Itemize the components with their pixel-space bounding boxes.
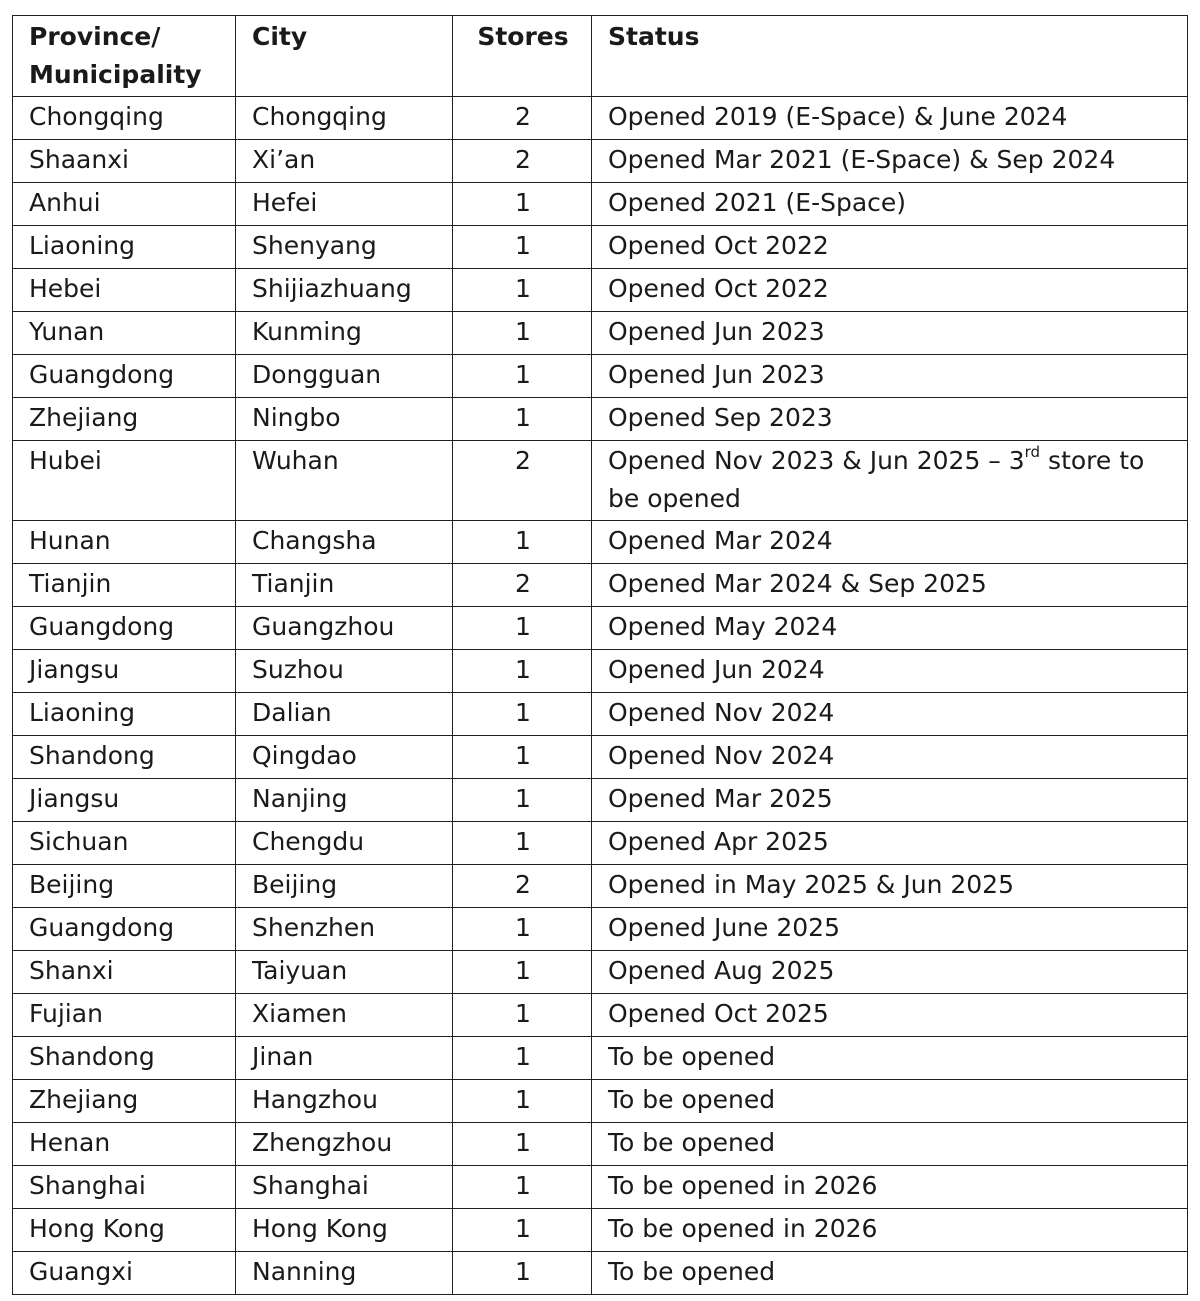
table-row [13,607,1188,650]
cell-city: Dongguan [236,355,453,398]
cell-province: Zhejiang [13,398,236,441]
cell-province: Yunan [13,312,236,355]
cell-stores: 1 [453,312,592,355]
cell-province: Beijing [13,865,236,908]
cell-province: Zhejiang [13,1080,236,1123]
table-row [13,779,1188,822]
cell-status: Opened June 2025 [592,908,1188,951]
cell-status: Opened Jun 2024 [592,650,1188,693]
header-province: Province/ Municipality [13,16,236,97]
cell-status: To be opened [592,1037,1188,1080]
cell-city: Hangzhou [236,1080,453,1123]
cell-city: Beijing [236,865,453,908]
cell-province: Fujian [13,994,236,1037]
cell-city: Jinan [236,1037,453,1080]
cell-status: Opened Oct 2025 [592,994,1188,1037]
cell-city: Hong Kong [236,1209,453,1252]
cell-status: Opened 2021 (E-Space) [592,183,1188,226]
table-row [13,355,1188,398]
status-superscript: rd [1024,442,1041,461]
cell-status: Opened Apr 2025 [592,822,1188,865]
cell-city: Zhengzhou [236,1123,453,1166]
table-row [13,650,1188,693]
table-row [13,521,1188,564]
cell-stores: 1 [453,1166,592,1209]
cell-stores: 1 [453,693,592,736]
cell-stores: 1 [453,1252,592,1295]
cell-city: Shenyang [236,226,453,269]
store-table [12,15,1188,1295]
table-row [13,908,1188,951]
cell-status: Opened Sep 2023 [592,398,1188,441]
cell-province: Jiangsu [13,779,236,822]
cell-province: Guangdong [13,607,236,650]
cell-stores: 1 [453,951,592,994]
cell-status [592,441,1188,521]
cell-stores: 1 [453,607,592,650]
cell-status: Opened Aug 2025 [592,951,1188,994]
cell-city: Guangzhou [236,607,453,650]
cell-status: To be opened in 2026 [592,1209,1188,1252]
cell-province: Guangdong [13,908,236,951]
cell-city: Nanjing [236,779,453,822]
cell-province: Hebei [13,269,236,312]
cell-city: Shanghai [236,1166,453,1209]
table-row [13,865,1188,908]
cell-city: Tianjin [236,564,453,607]
cell-province: Guangdong [13,355,236,398]
cell-stores: 1 [453,908,592,951]
cell-stores: 2 [453,441,592,521]
cell-status: Opened Oct 2022 [592,226,1188,269]
cell-city: Nanning [236,1252,453,1295]
cell-city: Shijiazhuang [236,269,453,312]
header-stores: Stores [453,16,592,97]
cell-city: Changsha [236,521,453,564]
cell-stores: 1 [453,355,592,398]
cell-status: Opened Jun 2023 [592,355,1188,398]
cell-status: Opened Mar 2021 (E-Space) & Sep 2024 [592,140,1188,183]
cell-province: Anhui [13,183,236,226]
cell-province: Shandong [13,1037,236,1080]
cell-province: Chongqing [13,97,236,140]
cell-status: Opened Oct 2022 [592,269,1188,312]
cell-province: Hubei [13,441,236,521]
cell-city: Xi’an [236,140,453,183]
cell-province: Shanxi [13,951,236,994]
cell-city: Xiamen [236,994,453,1037]
cell-status: Opened Mar 2024 & Sep 2025 [592,564,1188,607]
cell-stores: 1 [453,994,592,1037]
header-status: Status [592,16,1188,97]
cell-province: Hunan [13,521,236,564]
table-row [13,398,1188,441]
cell-stores: 1 [453,736,592,779]
cell-status: To be opened [592,1123,1188,1166]
table-row [13,1080,1188,1123]
cell-province: Tianjin [13,564,236,607]
table-row [13,564,1188,607]
cell-stores: 2 [453,865,592,908]
cell-stores: 1 [453,1037,592,1080]
status-text: Opened Nov 2023 & Jun 2025 – 3 [608,446,1025,475]
cell-stores: 1 [453,1123,592,1166]
table-row [13,226,1188,269]
cell-province: Jiangsu [13,650,236,693]
cell-province: Henan [13,1123,236,1166]
cell-status: Opened May 2024 [592,607,1188,650]
cell-city: Shenzhen [236,908,453,951]
table-row [13,441,1188,521]
cell-stores: 2 [453,564,592,607]
table-row [13,183,1188,226]
table-row [13,693,1188,736]
cell-status: Opened Nov 2024 [592,693,1188,736]
cell-stores: 2 [453,140,592,183]
cell-status: To be opened in 2026 [592,1166,1188,1209]
table-body [13,97,1188,1295]
cell-province: Liaoning [13,693,236,736]
cell-status: To be opened [592,1252,1188,1295]
cell-status: Opened in May 2025 & Jun 2025 [592,865,1188,908]
cell-city: Hefei [236,183,453,226]
cell-stores: 1 [453,226,592,269]
cell-stores: 1 [453,521,592,564]
cell-status: To be opened [592,1080,1188,1123]
table-row [13,1037,1188,1080]
table-row [13,140,1188,183]
cell-city: Chongqing [236,97,453,140]
cell-province: Shaanxi [13,140,236,183]
cell-province: Hong Kong [13,1209,236,1252]
cell-city: Taiyuan [236,951,453,994]
cell-stores: 1 [453,183,592,226]
cell-status: Opened Mar 2025 [592,779,1188,822]
cell-province: Guangxi [13,1252,236,1295]
cell-stores: 1 [453,779,592,822]
cell-stores: 1 [453,650,592,693]
cell-city: Wuhan [236,441,453,521]
table-row [13,822,1188,865]
table-row [13,269,1188,312]
cell-status: Opened Mar 2024 [592,521,1188,564]
cell-city: Ningbo [236,398,453,441]
table-row [13,951,1188,994]
cell-city: Dalian [236,693,453,736]
cell-city: Suzhou [236,650,453,693]
table-row [13,97,1188,140]
cell-stores: 2 [453,97,592,140]
table-row [13,994,1188,1037]
status-text-cont: store to be opened [608,446,1145,513]
cell-stores: 1 [453,1080,592,1123]
cell-province: Shandong [13,736,236,779]
cell-stores: 1 [453,1209,592,1252]
table-row [13,1166,1188,1209]
header-city: City [236,16,453,97]
cell-stores: 1 [453,822,592,865]
cell-city: Chengdu [236,822,453,865]
cell-stores: 1 [453,269,592,312]
table-row [13,736,1188,779]
table-row [13,1252,1188,1295]
cell-status: Opened 2019 (E-Space) & June 2024 [592,97,1188,140]
table-row [13,312,1188,355]
table-row [13,1209,1188,1252]
cell-status: Opened Jun 2023 [592,312,1188,355]
cell-province: Sichuan [13,822,236,865]
cell-stores: 1 [453,398,592,441]
cell-province: Shanghai [13,1166,236,1209]
cell-status: Opened Nov 2024 [592,736,1188,779]
cell-province: Liaoning [13,226,236,269]
header-row [13,16,1188,97]
table-row [13,1123,1188,1166]
cell-city: Kunming [236,312,453,355]
cell-city: Qingdao [236,736,453,779]
